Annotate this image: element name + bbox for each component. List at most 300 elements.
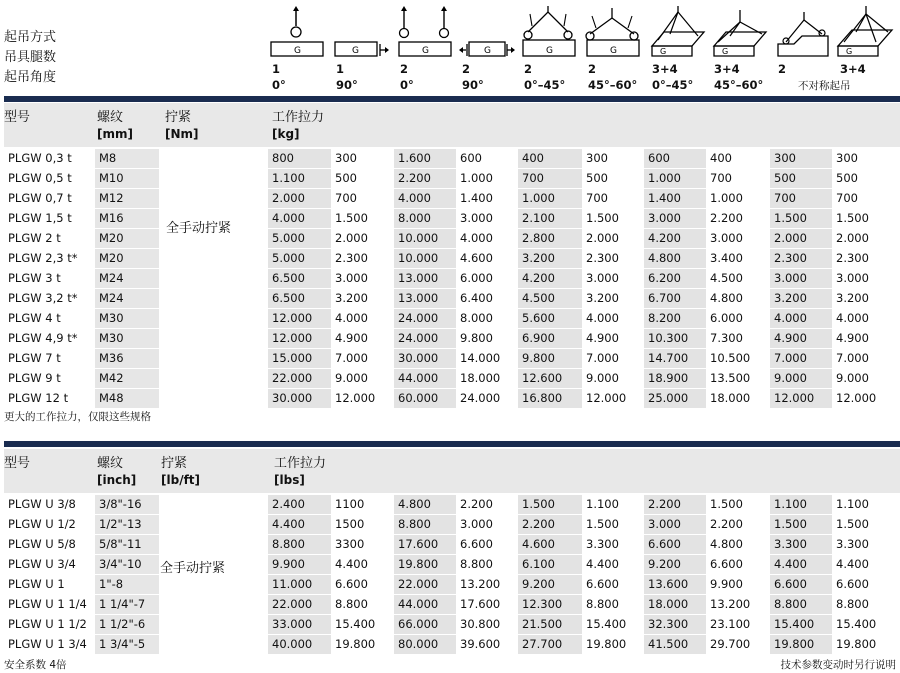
load-value-cell: 13.000 [394,269,468,288]
angle-value: 0°–45° [652,78,694,92]
load-value-cell: 3.000 [832,269,900,288]
load-value-cell: 3.000 [644,515,718,534]
table-row [4,595,900,615]
thread-cell: M12 [95,189,159,208]
load-value-cell: 12.000 [268,309,342,328]
load-value-cell: 4.500 [518,289,592,308]
table-row [4,575,900,595]
torque-value: 全手动拧紧 [166,221,232,236]
load-value-cell: 4.000 [394,189,468,208]
load-value-cell: 2.200 [706,515,780,534]
load-value-cell: 12.600 [518,369,592,388]
load-value-cell: 700 [832,189,900,208]
load-value-cell: 6.000 [456,269,530,288]
col-torque-header: 拧紧 [lb/ft] [161,456,201,487]
load-value-cell: 7.000 [832,349,900,368]
load-value-cell: 12.000 [331,389,405,408]
load-value-cell: 25.000 [644,389,718,408]
table-row [4,209,900,229]
legs-value: 2 [462,62,471,76]
load-value-cell: 2.200 [394,169,468,188]
col-load-header: 工作拉力 [kg] [272,110,325,141]
load-value-cell: 700 [706,169,780,188]
thread-cell: M30 [95,309,159,328]
load-value-cell: 4.400 [832,555,900,574]
load-value-cell: 6.600 [706,555,780,574]
load-value-cell: 2.000 [770,229,844,248]
leg-count-row [266,62,900,78]
model-cell: PLGW 2,3 t* [4,249,92,268]
load-value-cell: 6.500 [268,289,342,308]
load-value-cell: 18.000 [456,369,530,388]
load-value-cell: 17.600 [394,535,468,554]
model-cell: PLGW 4,9 t* [4,329,92,348]
double-vertical-lift-icon [396,4,454,60]
load-value-cell: 6.600 [582,575,656,594]
load-value-cell: 2.800 [518,229,592,248]
load-value-cell: 8.800 [331,595,405,614]
load-value-cell: 1.000 [456,169,530,188]
model-cell: PLGW U 1 [4,575,92,594]
model-cell: PLGW U 5/8 [4,535,92,554]
load-value-cell: 9.000 [770,369,844,388]
load-value-cell: 3300 [331,535,405,554]
load-value-cell: 4.800 [706,535,780,554]
table-row [4,495,900,515]
load-value-cell: 700 [582,189,656,208]
thread-cell: 1"-8 [95,575,159,594]
load-value-cell: 7.300 [706,329,780,348]
load-value-cell: 22.000 [268,595,342,614]
load-value-cell: 1.500 [582,515,656,534]
model-cell: PLGW 0,7 t [4,189,92,208]
col-thread-header: 螺纹 [mm] [97,110,133,141]
section-rule-top [4,96,900,102]
angle-value: 0°–45° [524,78,566,92]
torque-value: 全手动拧紧 [160,561,226,576]
model-cell: PLGW 3,2 t* [4,289,92,308]
table-row [4,249,900,269]
header-labels [4,28,56,88]
load-value-cell: 3.000 [706,229,780,248]
table-row [4,149,900,169]
load-value-cell: 3.300 [770,535,844,554]
load-value-cell: 17.600 [456,595,530,614]
model-cell: PLGW U 1 3/4 [4,635,92,654]
load-value-cell: 18.000 [644,595,718,614]
svg-text:G: G [294,46,301,56]
load-value-cell: 30.000 [394,349,468,368]
table-row [4,555,900,575]
load-value-cell: 1500 [331,515,405,534]
load-value-cell: 9.900 [268,555,342,574]
load-value-cell: 39.600 [456,635,530,654]
model-cell: PLGW U 1 1/4 [4,595,92,614]
load-value-cell: 6.700 [644,289,718,308]
three-four-leg-wide-lift-icon [710,4,768,60]
table-row [4,289,900,309]
load-value-cell: 30.000 [268,389,342,408]
load-value-cell: 3.400 [706,249,780,268]
model-cell: PLGW 9 t [4,369,92,388]
single-side-lift-icon [332,4,390,60]
load-value-cell: 700 [770,189,844,208]
lifting-angle-row [266,78,900,94]
load-value-cell: 3.000 [331,269,405,288]
load-value-cell: 3.000 [644,209,718,228]
load-value-cell: 300 [331,149,405,168]
model-cell: PLGW 4 t [4,309,92,328]
load-value-cell: 1.500 [331,209,405,228]
load-value-cell: 9.200 [518,575,592,594]
load-value-cell: 9.900 [706,575,780,594]
thread-cell: M42 [95,369,159,388]
thread-cell: M48 [95,389,159,408]
table-row [4,615,900,635]
load-value-cell: 6.500 [268,269,342,288]
thread-cell: 3/8"-16 [95,495,159,514]
load-value-cell: 1.500 [770,515,844,534]
svg-text:G: G [484,46,491,56]
load-value-cell: 500 [832,169,900,188]
load-value-cell: 4.400 [268,515,342,534]
table-row [4,269,900,289]
svg-text:G: G [546,46,553,56]
load-value-cell: 3.000 [456,515,530,534]
thread-cell: 1 1/2"-6 [95,615,159,634]
load-value-cell: 4.600 [518,535,592,554]
load-value-cell: 10.300 [644,329,718,348]
load-value-cell: 1.400 [644,189,718,208]
load-value-cell: 6.600 [832,575,900,594]
load-value-cell: 9.000 [582,369,656,388]
load-value-cell: 500 [331,169,405,188]
load-value-cell: 4.000 [456,229,530,248]
load-value-cell: 9.800 [518,349,592,368]
load-value-cell: 1.100 [832,495,900,514]
model-cell: PLGW 0,3 t [4,149,92,168]
load-value-cell: 6.100 [518,555,592,574]
table-row [4,535,900,555]
legs-value: 2 [524,62,533,76]
load-value-cell: 3.000 [582,269,656,288]
metric-table-header [4,103,900,147]
load-value-cell: 4.000 [832,309,900,328]
four-leg-asymmetric-lift-icon [836,4,894,60]
load-value-cell: 8.800 [832,595,900,614]
load-value-cell: 44.000 [394,595,468,614]
angle-value: 90° [462,78,484,92]
col-model-header: 型号 [4,456,31,471]
double-angled-lift-icon [520,4,578,60]
load-value-cell: 12.000 [582,389,656,408]
load-value-cell: 500 [582,169,656,188]
table-row [4,189,900,209]
load-value-cell: 4.800 [644,249,718,268]
load-value-cell: 4.200 [644,229,718,248]
load-value-cell: 2.200 [644,495,718,514]
load-value-cell: 3.000 [456,209,530,228]
model-cell: PLGW U 1/2 [4,515,92,534]
load-value-cell: 18.900 [644,369,718,388]
load-value-cell: 3.200 [582,289,656,308]
load-value-cell: 19.800 [770,635,844,654]
table-row [4,389,900,409]
load-value-cell: 16.800 [518,389,592,408]
angle-value: 45°–60° [588,78,638,92]
table-row [4,329,900,349]
col-torque-header: 拧紧 [Nm] [165,110,199,141]
load-value-cell: 500 [770,169,844,188]
thread-cell: M10 [95,169,159,188]
load-value-cell: 4.400 [331,555,405,574]
load-value-cell: 15.400 [770,615,844,634]
svg-text:G: G [352,46,359,56]
svg-text:G: G [610,46,617,56]
model-cell: PLGW U 3/8 [4,495,92,514]
col-thread-header: 螺纹 [inch] [97,456,137,487]
safety-factor-note: 安全系数 4倍 [4,659,67,671]
model-cell: PLGW 12 t [4,389,92,408]
load-value-cell: 2.200 [706,209,780,228]
load-value-cell: 6.600 [331,575,405,594]
load-value-cell: 8.200 [644,309,718,328]
load-value-cell: 24.000 [394,309,468,328]
load-value-cell: 6.200 [644,269,718,288]
thread-cell: M30 [95,329,159,348]
legs-value: 1 [272,62,281,76]
load-value-cell: 27.700 [518,635,592,654]
load-value-cell: 1.000 [518,189,592,208]
legs-value: 2 [400,62,409,76]
load-value-cell: 13.500 [706,369,780,388]
model-cell: PLGW 2 t [4,229,92,248]
load-value-cell: 11.000 [268,575,342,594]
load-value-cell: 2.200 [518,515,592,534]
model-cell: PLGW 7 t [4,349,92,368]
table-row [4,369,900,389]
legs-value: 1 [336,62,345,76]
load-value-cell: 600 [456,149,530,168]
load-value-cell: 5.000 [268,249,342,268]
double-side-lift-icon [458,4,516,60]
legs-value: 3+4 [652,62,678,76]
legs-value: 3+4 [840,62,866,76]
load-value-cell: 4.900 [770,329,844,348]
single-vertical-lift-icon [268,4,326,60]
load-value-cell: 6.600 [644,535,718,554]
load-value-cell: 4.500 [706,269,780,288]
section-rule-middle [4,441,900,447]
lifting-method-label: 起吊方式 [4,30,57,45]
angle-value: 不对称起吊 [798,80,851,92]
load-value-cell: 8.000 [394,209,468,228]
load-value-cell: 4.000 [268,209,342,228]
imperial-load-table [4,449,900,655]
load-value-cell: 41.500 [644,635,718,654]
lifting-angle-label: 起吊角度 [4,70,57,85]
table-row [4,349,900,369]
svg-text:G: G [722,47,729,56]
load-value-cell: 66.000 [394,615,468,634]
thread-cell: M16 [95,209,159,228]
thread-cell: 3/4"-10 [95,555,159,574]
model-cell: PLGW U 1 1/2 [4,615,92,634]
load-value-cell: 1.000 [706,189,780,208]
load-value-cell: 3.000 [770,269,844,288]
load-value-cell: 30.800 [456,615,530,634]
col-load-header: 工作拉力 [lbs] [274,456,327,487]
load-value-cell: 1.500 [518,495,592,514]
load-value-cell: 9.000 [331,369,405,388]
load-value-cell: 5.000 [268,229,342,248]
load-value-cell: 2.300 [832,249,900,268]
legs-value: 2 [778,62,787,76]
metric-load-table [4,103,900,408]
load-value-cell: 2.000 [268,189,342,208]
load-value-cell: 4.000 [331,309,405,328]
load-value-cell: 6.400 [456,289,530,308]
load-value-cell: 14.700 [644,349,718,368]
load-value-cell: 1100 [331,495,405,514]
model-cell: PLGW 3 t [4,269,92,288]
load-value-cell: 1.500 [832,209,900,228]
load-value-cell: 7.000 [582,349,656,368]
angle-value: 45°–60° [714,78,764,92]
load-value-cell: 300 [770,149,844,168]
load-value-cell: 33.000 [268,615,342,634]
load-value-cell: 300 [582,149,656,168]
load-value-cell: 4.600 [456,249,530,268]
load-value-cell: 9.800 [456,329,530,348]
load-value-cell: 10.500 [706,349,780,368]
thread-cell: M20 [95,229,159,248]
load-value-cell: 1.100 [268,169,342,188]
thread-cell: 1 1/4"-7 [95,595,159,614]
thread-cell: M24 [95,269,159,288]
thread-cell: 1/2"-13 [95,515,159,534]
load-value-cell: 13.000 [394,289,468,308]
load-value-cell: 44.000 [394,369,468,388]
load-value-cell: 1.100 [582,495,656,514]
load-value-cell: 7.000 [770,349,844,368]
load-value-cell: 1.000 [644,169,718,188]
load-value-cell: 6.000 [706,309,780,328]
load-value-cell: 700 [518,169,592,188]
angle-value: 0° [272,78,286,92]
load-value-cell: 12.300 [518,595,592,614]
load-value-cell: 32.300 [644,615,718,634]
load-value-cell: 19.800 [582,635,656,654]
asymmetric-lift-icon [774,4,832,60]
svg-text:G: G [846,47,853,56]
load-value-cell: 3.200 [518,249,592,268]
load-value-cell: 6.900 [518,329,592,348]
thread-cell: 5/8"-11 [95,535,159,554]
table-row [4,515,900,535]
load-value-cell: 21.500 [518,615,592,634]
load-value-cell: 13.200 [706,595,780,614]
spec-change-note: 技术参数变动时另行说明 [780,659,896,671]
legs-value: 2 [588,62,597,76]
load-value-cell: 4.900 [832,329,900,348]
load-value-cell: 4.400 [770,555,844,574]
load-value-cell: 3.200 [832,289,900,308]
load-value-cell: 1.500 [770,209,844,228]
load-value-cell: 4.400 [582,555,656,574]
load-value-cell: 40.000 [268,635,342,654]
load-value-cell: 6.600 [456,535,530,554]
table-row [4,169,900,189]
load-value-cell: 2.300 [582,249,656,268]
load-value-cell: 12.000 [770,389,844,408]
load-value-cell: 300 [832,149,900,168]
load-value-cell: 15.400 [582,615,656,634]
imperial-table-header [4,449,900,493]
load-value-cell: 8.800 [456,555,530,574]
load-value-cell: 2.200 [456,495,530,514]
load-value-cell: 12.000 [268,329,342,348]
load-value-cell: 15.400 [832,615,900,634]
load-value-cell: 13.600 [644,575,718,594]
thread-cell: M24 [95,289,159,308]
load-value-cell: 19.800 [331,635,405,654]
thread-cell: M8 [95,149,159,168]
load-value-cell: 8.800 [582,595,656,614]
load-value-cell: 1.500 [582,209,656,228]
load-value-cell: 13.200 [456,575,530,594]
load-value-cell: 2.300 [770,249,844,268]
load-value-cell: 18.000 [706,389,780,408]
load-value-cell: 1.600 [394,149,468,168]
table-row [4,635,900,655]
load-value-cell: 9.000 [832,369,900,388]
thread-cell: M36 [95,349,159,368]
load-value-cell: 3.300 [832,535,900,554]
load-value-cell: 3.200 [770,289,844,308]
load-value-cell: 4.200 [518,269,592,288]
metric-footnote: 更大的工作拉力，仅限这些规格 [4,411,151,423]
load-value-cell: 1.400 [456,189,530,208]
load-value-cell: 4.800 [706,289,780,308]
table-row [4,309,900,329]
col-model-header: 型号 [4,110,31,125]
load-value-cell: 19.800 [832,635,900,654]
load-value-cell: 4.000 [770,309,844,328]
load-value-cell: 24.000 [456,389,530,408]
load-value-cell: 400 [706,149,780,168]
load-value-cell: 19.800 [394,555,468,574]
svg-text:G: G [660,47,667,56]
load-value-cell: 60.000 [394,389,468,408]
load-value-cell: 3.200 [331,289,405,308]
angle-value: 0° [400,78,414,92]
load-value-cell: 12.000 [832,389,900,408]
three-four-leg-lift-icon [648,4,706,60]
load-value-cell: 4.000 [582,309,656,328]
load-value-cell: 5.600 [518,309,592,328]
load-value-cell: 23.100 [706,615,780,634]
load-value-cell: 4.800 [394,495,468,514]
load-value-cell: 22.000 [268,369,342,388]
load-value-cell: 2.000 [582,229,656,248]
angle-value: 90° [336,78,358,92]
thread-cell: 1 3/4"-5 [95,635,159,654]
thread-cell: M20 [95,249,159,268]
model-cell: PLGW 0,5 t [4,169,92,188]
load-value-cell: 15.400 [331,615,405,634]
load-value-cell: 1.100 [770,495,844,514]
